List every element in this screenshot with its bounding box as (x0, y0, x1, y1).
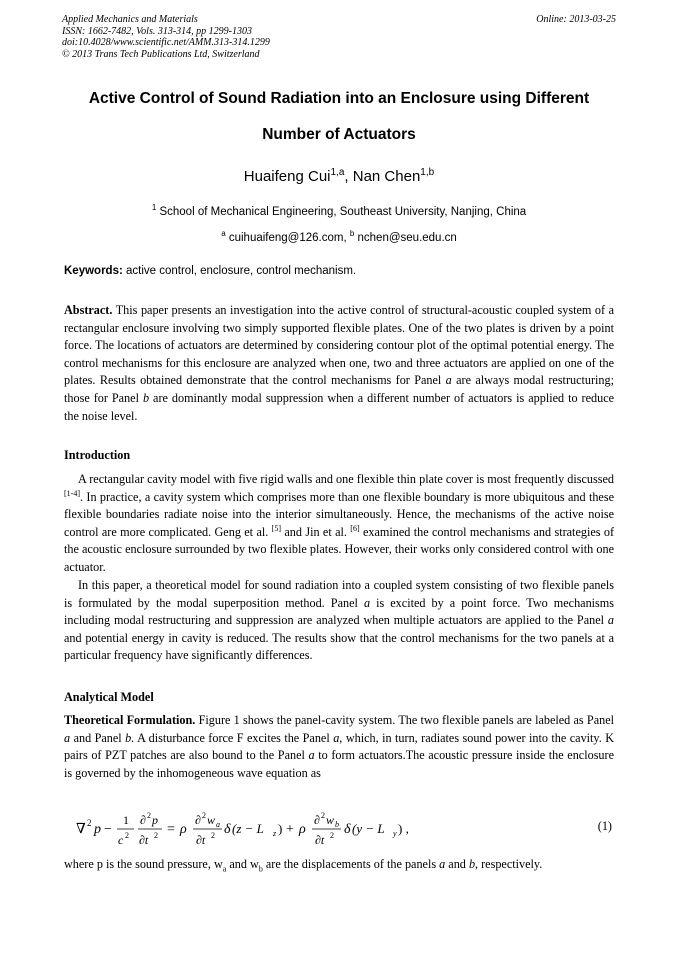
abstract-italic: b (142, 390, 150, 405)
eq-exp: 2 (125, 831, 129, 840)
abstract-text: are dominantly modal suppression when a different number of actuators is applied to reduce the noise level. (64, 390, 615, 423)
eq-rho: ρ (180, 822, 187, 837)
intro-text: examined the control mechanisms and strategies of the acoustic enclosure surrounded by two flexible plates. However, their works only considered control with one actuator. (64, 524, 615, 574)
keywords-text: active control, enclosure, control mechanism. (126, 265, 357, 277)
online-date: Online: 2013-03-25 (536, 14, 616, 25)
formulation-text: to form actuators.The acoustic pressure inside the enclosure is governed by the inhomogeneous wave equation as (64, 748, 614, 780)
abstract (64, 302, 614, 425)
eq-sub: a (216, 820, 220, 829)
where-text: are the displacements of the panels (265, 857, 437, 871)
doi-line: doi:10.4028/www.scientific.net/AMM.313-314.1299 (62, 37, 270, 49)
eq-one: 1 (123, 813, 129, 827)
abstract-text: This paper presents an investigation into the active control of structural-acoustic coupled system of a rectangular enclosure involving two simply supported flexible plates. One of the two plates is driven by a point force. The locations of actuators are determined by considering contour plot of the optimal potential energy. The control mechanisms for this enclosure are analyzed when one, two and three actuators are applied on one of the plates. Results obtained demonstrate that the control mechanisms for Panel (64, 303, 615, 388)
author-1-name: Huaifeng Cui (243, 168, 331, 185)
intro-italic: a (363, 595, 371, 610)
eq-arg: (z − L (232, 821, 264, 836)
eq-sub: y (393, 829, 397, 838)
eq-exp: 2 (87, 818, 92, 828)
formulation-italic: a (308, 748, 315, 763)
author-separator: , (344, 168, 353, 185)
eq-dt: ∂t (196, 833, 206, 847)
where-text: and w (229, 857, 259, 871)
email-separator: , (343, 231, 350, 244)
affiliation-sup: 1 (151, 203, 157, 212)
eq-plus: + (286, 822, 294, 837)
formulation-italic: a, (333, 730, 343, 745)
author-2-name: Nan Chen (352, 168, 421, 185)
where-line (64, 856, 614, 874)
analytical-model-heading: Analytical Model (64, 690, 154, 704)
eq-delta: δ (224, 822, 231, 837)
intro-paragraph-2 (64, 577, 614, 665)
eq-dt: ∂t (315, 833, 325, 847)
formulation-italic: a (64, 730, 71, 745)
email-b-sup: b (349, 229, 355, 238)
eq-p: p (152, 813, 158, 827)
where-sub: b (258, 864, 263, 874)
eq-partial: ∂ (140, 813, 146, 827)
subsection-label: Theoretical Formulation. (64, 713, 196, 727)
formulation-text: and Panel (73, 730, 122, 745)
email-b[interactable]: nchen@seu.edu.cn (357, 231, 457, 244)
intro-text: In this paper, a theoretical model for sound radiation into a coupled system consisting of two flexible panels is formulated by the modal superposition method. Panel (64, 578, 614, 610)
intro-text: and Jin et al. (284, 524, 347, 539)
formulation-text: which, in turn, radiates sound power into the cavity. K pairs of PZT patches are also bound to the Panel (64, 730, 615, 763)
intro-italic: a (607, 613, 614, 628)
author-list (62, 167, 616, 185)
email-a[interactable]: cuihuaifeng@126.com (228, 231, 344, 244)
keywords (64, 265, 616, 277)
author-1-sup: 1,a (330, 167, 345, 178)
eq-rho: ρ (299, 822, 306, 837)
eq-exp: 2 (147, 811, 151, 820)
intro-text: is excited by a point force. Two mechanisms including modal restructuring and suppression are analyzed when multiple actuators are applied to the Panel (64, 595, 615, 628)
citation[interactable]: [6] (350, 523, 360, 533)
eq-exp: 2 (154, 831, 158, 840)
email-a-sup: a (221, 229, 226, 238)
eq-sub: z (273, 829, 277, 838)
issn-line: ISSN: 1662-7482, Vols. 313-314, pp 1299-1303 (62, 25, 252, 37)
eq-partial: ∂ (314, 813, 320, 827)
eq-sub: b (335, 820, 339, 829)
copyright-line: © 2013 Trans Tech Publications Ltd, Switzerland (62, 48, 260, 60)
intro-text: A rectangular cavity model with five rigid walls and one flexible thin plate cover is most frequently discussed (78, 472, 614, 486)
eq-delta: δ (344, 822, 351, 837)
journal-name: Applied Mechanics and Materials (62, 14, 198, 25)
where-text: where p is the sound pressure, w (64, 857, 223, 871)
affiliation-text: School of Mechanical Engineering, Southeast University, Nanjing, China (159, 205, 527, 218)
title-line-2: Number of Actuators (262, 126, 416, 143)
title-line-1: Active Control of Sound Radiation into an Enclosure using Different (88, 90, 590, 107)
journal-header (62, 14, 270, 60)
email-list (62, 229, 616, 244)
intro-text: and potential energy in cavity is reduced. The results show that the control mechanisms for the two panels at a particular frequency have significantly differences. (64, 630, 614, 663)
intro-paragraph-1 (64, 471, 614, 577)
eq-dt: ∂t (139, 833, 149, 847)
equation-number: (1) (597, 819, 612, 833)
equation-1-formula (74, 805, 554, 853)
eq-minus: − (104, 822, 112, 837)
formulation-paragraph (64, 712, 614, 782)
eq-exp: 2 (211, 831, 215, 840)
abstract-text: are always modal restructuring; those for Panel (64, 373, 615, 405)
where-italic: a (439, 857, 446, 871)
formulation-text: Figure 1 shows the panel-cavity system. The two flexible panels are labeled as Panel (198, 713, 614, 727)
author-2-sup: 1,b (420, 167, 435, 178)
eq-equals: = (167, 822, 175, 837)
eq-end: ) , (398, 821, 409, 836)
eq-partial: ∂ (195, 813, 201, 827)
eq-p: p (94, 822, 101, 837)
intro-text: . In practice, a cavity system which comprises more than one flexible boundary is more ubiquitous and these flexible boundaries radiate noise into the interior simultaneously. Hence, the mechanisms of the active noise control are more complicated. Geng et al. (64, 489, 614, 539)
eq-nabla: ∇ (76, 822, 86, 837)
where-sub: a (222, 864, 227, 874)
eq-exp: 2 (202, 811, 206, 820)
eq-exp: 2 (321, 811, 325, 820)
where-text: , respectively. (475, 857, 543, 871)
abstract-label: Abstract. (64, 303, 113, 317)
formulation-text: A disturbance force F excites the Panel (137, 730, 330, 745)
equation-1 (64, 805, 614, 853)
introduction-heading: Introduction (64, 448, 131, 462)
eq-c: c (118, 833, 124, 847)
where-italic: b (468, 857, 476, 871)
formulation-italic: b. (125, 730, 135, 745)
eq-w: w (326, 813, 335, 827)
eq-arg: (y − L (352, 821, 385, 836)
eq-exp: 2 (330, 831, 334, 840)
eq-paren: ) (278, 821, 283, 836)
citation[interactable]: [5] (271, 523, 281, 533)
citation[interactable]: [1-4] (64, 488, 80, 498)
eq-w: w (207, 813, 216, 827)
where-text: and (448, 857, 466, 871)
keywords-label: Keywords: (64, 265, 123, 277)
abstract-italic: a (445, 373, 452, 388)
affiliation (62, 203, 616, 218)
